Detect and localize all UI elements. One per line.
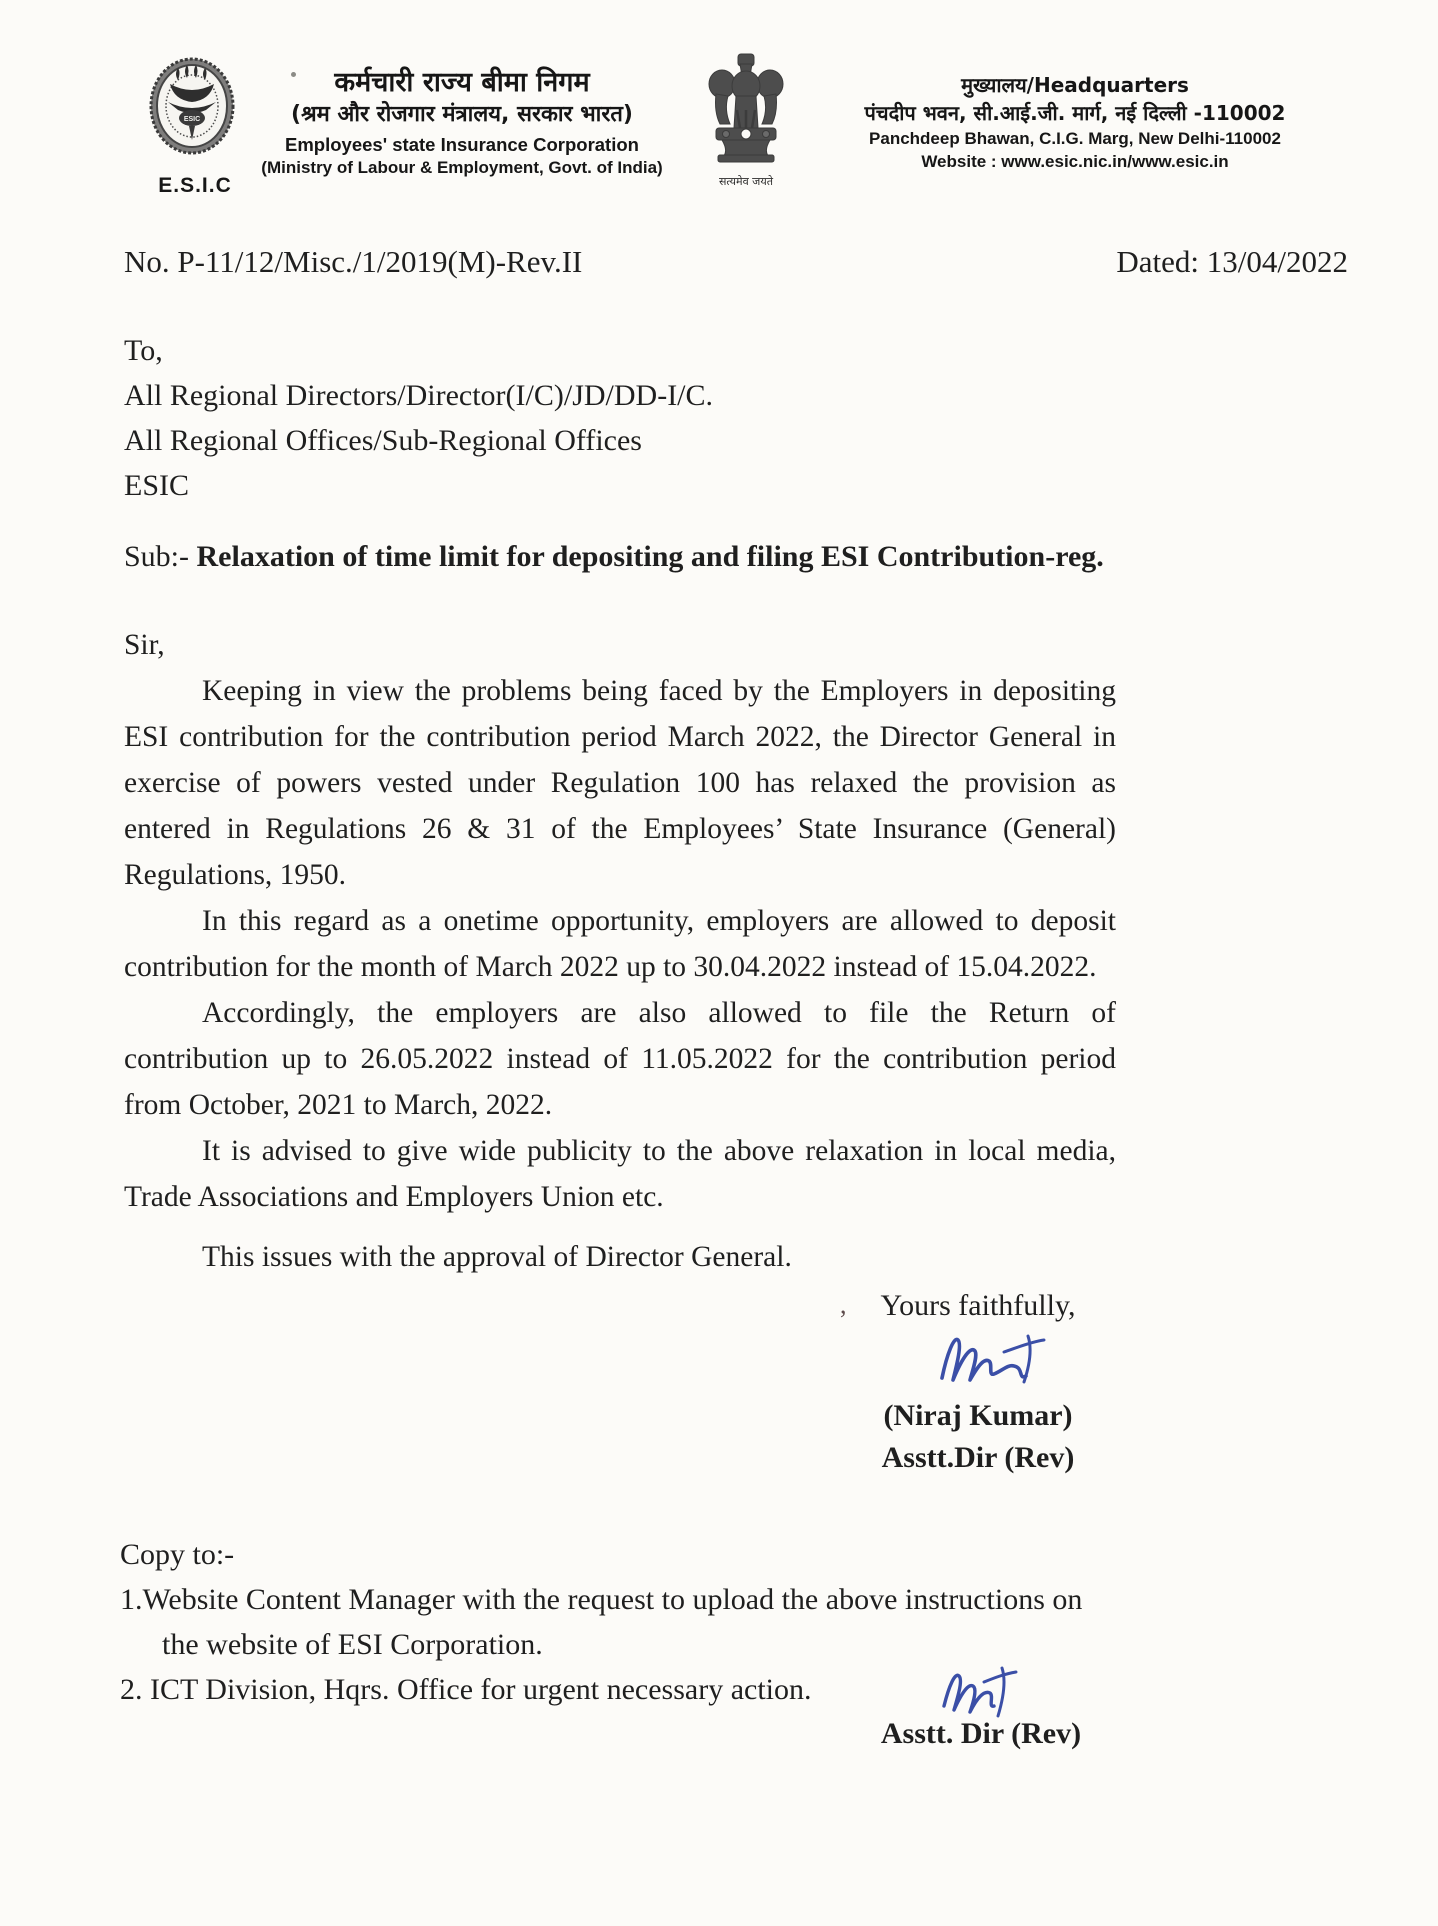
reference-number: No. P-11/12/Misc./1/2019(M)-Rev.II [124,244,583,279]
subject-line [124,540,1118,574]
esic-seal-icon [148,56,236,165]
scan-dot-artifact [291,72,296,77]
signatory-designation: Asstt.Dir (Rev) [881,1441,1075,1474]
ministry-name-english: (Ministry of Labour & Employment, Govt. of India) [261,158,663,177]
letter-body [124,622,1116,1280]
recipient-block [124,328,713,508]
org-name-hindi: कर्मचारी राज्य बीमा निगम [334,67,590,98]
recipient-salutation: To, [124,334,163,367]
org-name-english: Employees' state Insurance Corporation [285,134,639,155]
footer-signatory-designation: Asstt. Dir (Rev) [880,1717,1082,1750]
body-paragraph: Accordingly, the employers are also allowed to file the Return of contribution up to 26.05.2022 instead of 11.05.2022 for the contribution period from October, 2021 to March, 2022. [124,997,1116,1121]
copy-to-item: 2. ICT Division, Hqrs. Office for urgent necessary action. [120,1673,812,1706]
footer-signature-block [856,1662,1106,1751]
esic-logo-caption: E.S.I.C [158,174,232,197]
body-paragraph: In this regard as a onetime opportunity, employers are allowed to deposit contribution for the month of March 2022 up to 30.04.2022 instead of 15.04.2022. [124,905,1116,983]
signatory-name: (Niraj Kumar) [883,1399,1073,1432]
recipient-line: All Regional Directors/Director(I/C)/JD/DD-I/C. [124,379,714,412]
recipient-line: ESIC [124,469,190,502]
emblem-motto: सत्यमेव जयते [718,175,773,188]
copy-to-item-line: the website of ESI Corporation. [162,1628,543,1661]
letterhead-hq-block [846,72,1304,173]
closing-block [846,1286,1110,1479]
copy-to-heading: Copy to:- [120,1538,235,1571]
reference-row [124,244,1348,280]
ministry-name-hindi: (श्रम और रोजगार मंत्रालय, सरकार भारत) [291,102,633,127]
body-paragraph: It is advised to give wide publicity to the above relaxation in local media, Trade Associations and Employers Union etc. [124,1135,1116,1213]
subject-prefix: Sub:- [124,540,197,573]
hq-website: Website : www.esic.nic.in/www.esic.in [921,152,1229,171]
copy-to-item-line: 1.Website Content Manager with the request to upload the above instructions on [120,1583,1083,1616]
copy-to-item [120,1577,1190,1667]
recipient-line: All Regional Offices/Sub-Regional Offices [124,424,642,457]
hq-address-english: Panchdeep Bhawan, C.I.G. Marg, New Delhi-110002 [869,129,1281,148]
valediction: Yours faithfully, [880,1289,1076,1322]
body-paragraph: This issues with the approval of Director General. [202,1241,792,1273]
letter-date: Dated: 13/04/2022 [1116,244,1348,279]
hq-title: मुख्यालय/Headquarters [961,73,1189,97]
subject-text: Relaxation of time limit for depositing and filing ESI Contribution-reg. [196,540,1104,573]
ashoka-emblem-icon [704,155,788,172]
greeting: Sir, [124,629,165,661]
body-paragraph: Keeping in view the problems being faced by the Employers in depositing ESI contribution for the contribution period March 2022, the Director General in exercise of powers vested under Regulation 100 has relaxed the provision as entered in Regulations 26 & 31 of the Employees’ State Insurance (General) Regulations, 1950. [124,675,1116,891]
hq-address-hindi: पंचदीप भवन, सी.आई.जी. मार्ग, नई दिल्ली -110002 [864,101,1286,125]
national-emblem-block [694,50,798,189]
signature-scribble-icon [876,1328,1110,1401]
svg-text:ESIC: ESIC [183,116,201,123]
letterhead-center-block [228,66,696,179]
ink-mark-artifact: , [840,1290,847,1319]
